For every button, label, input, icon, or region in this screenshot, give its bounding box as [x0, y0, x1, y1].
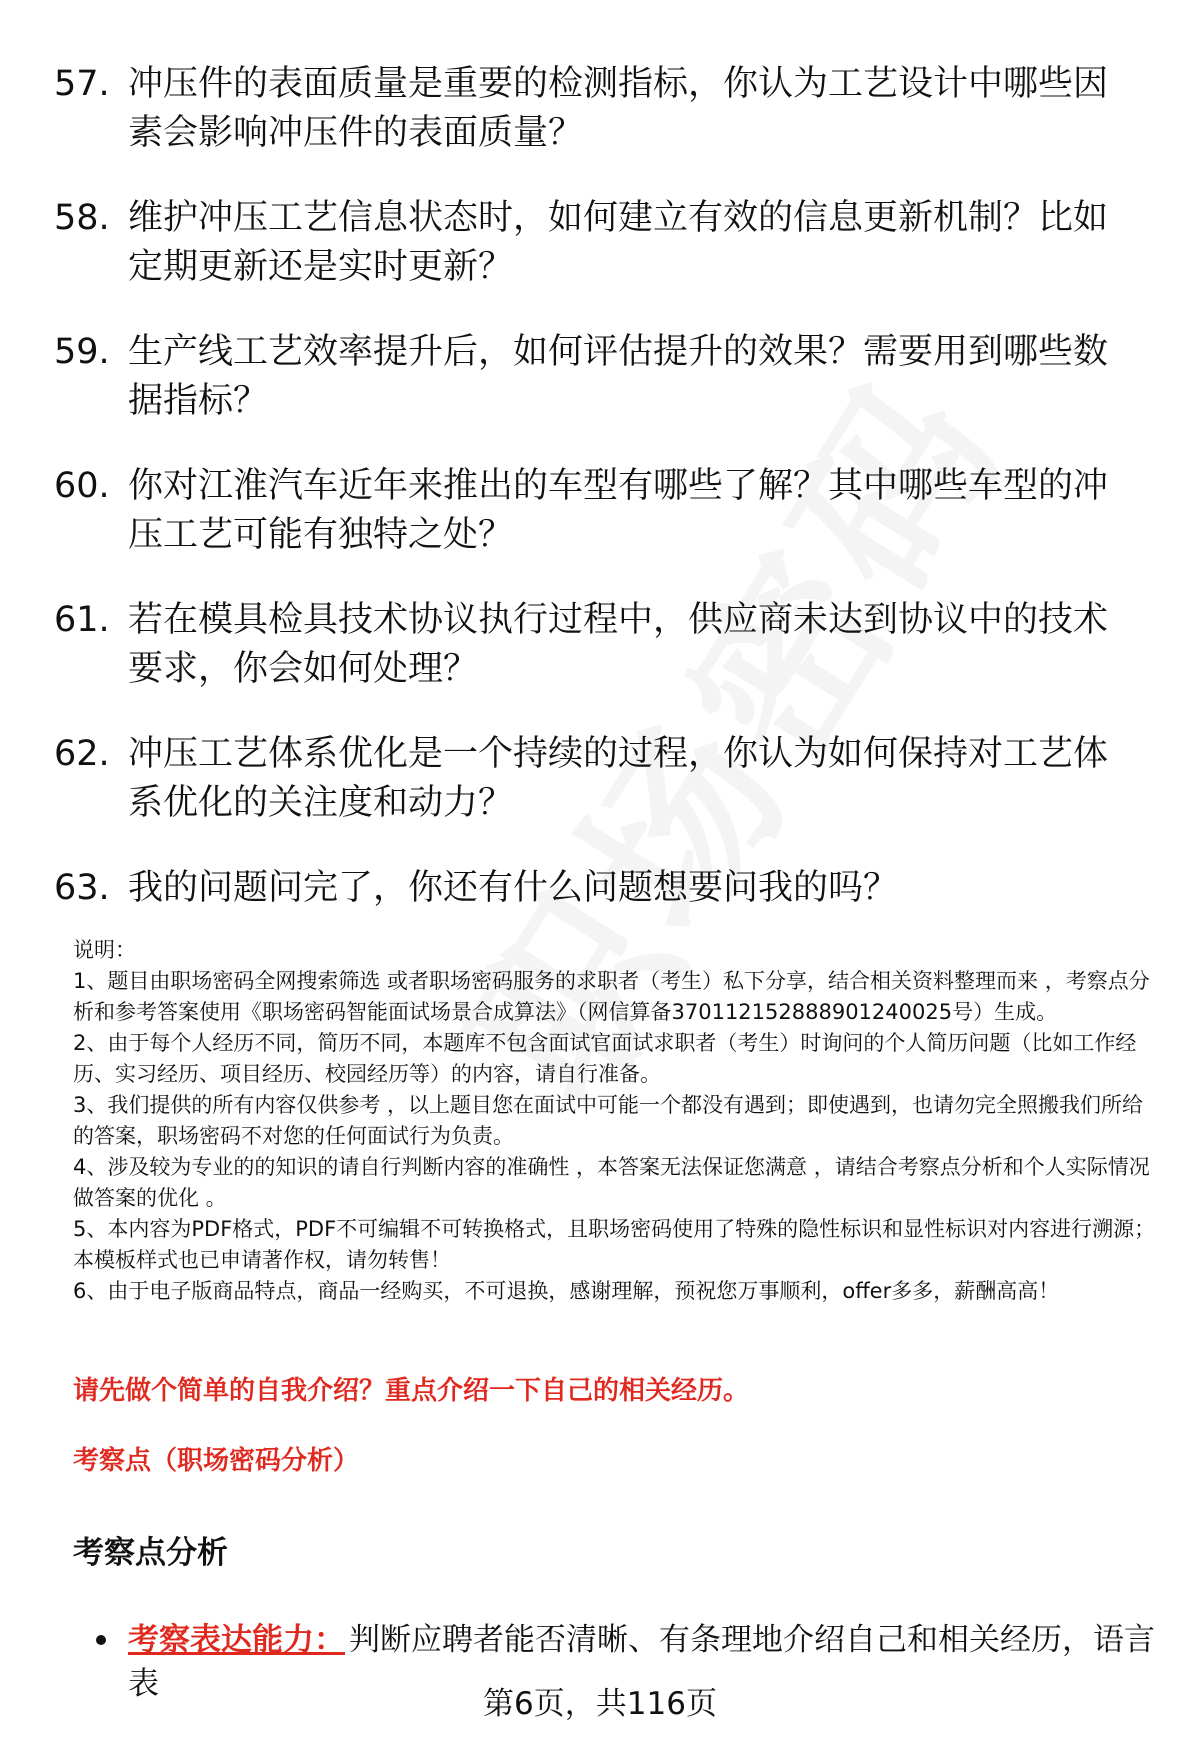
note-item: 3、我们提供的所有内容仅供参考 ，以上题目您在面试中可能一个都没有遇到；即使遇到，也请勿完全照搬我们所给的答案，职场密码不对您的任何面试行为负责。: [73, 1093, 1144, 1148]
notes-title: 说明：: [73, 938, 136, 962]
note-item: 5、本内容为PDF格式，PDF不可编辑不可转换格式，且职场密码使用了特殊的隐性标识和显性标识对内容进行溯源；本模板样式也已申请著作权，请勿转售！: [73, 1217, 1156, 1272]
question-text: 维护冲压工艺信息状态时，如何建立有效的信息更新机制？比如定期更新还是实时更新？: [128, 198, 1109, 287]
exam-point-title: 考察点（职场密码分析）: [73, 1446, 360, 1476]
question-item: [54, 60, 1154, 158]
question-item: [54, 462, 1154, 560]
question-item: [54, 730, 1154, 828]
question-item: [54, 864, 1154, 913]
question-text: 若在模具检具技术协议执行过程中，供应商未达到协议中的技术要求，你会如何处理？: [128, 600, 1109, 689]
analysis-heading: 考察点分析: [73, 1535, 228, 1571]
question-number: 59.: [54, 332, 110, 372]
question-number: 62.: [54, 734, 110, 774]
notes-section: [73, 935, 1163, 1307]
note-item: 6、由于电子版商品特点，商品一经购买，不可退换，感谢理解，预祝您万事顺利，offer多多，薪酬高高！: [73, 1279, 1060, 1303]
question-number: 63.: [54, 868, 110, 908]
question-text: 我的问题问完了，你还有什么问题想要问我的吗？: [128, 868, 899, 908]
page-footer: 第6页，共116页: [483, 1686, 717, 1722]
bullet-text: 判断应聘者能否清晰、有条理地介绍自己和相关经历，语言表: [128, 1622, 1155, 1702]
note-item: 2、由于每个人经历不同，简历不同，本题库不包含面试官面试求职者（考生）时询问的个人简历问题（比如工作经历、实习经历、项目经历、校园经历等）的内容，请自行准备。: [73, 1031, 1137, 1086]
question-number: 57.: [54, 64, 110, 104]
question-number: 60.: [54, 466, 110, 506]
question-list: [54, 60, 1154, 949]
bullet-label: 考察表达能力：: [128, 1622, 345, 1658]
bullet-dot-icon: [96, 1635, 106, 1645]
question-number: 58.: [54, 198, 110, 238]
question-text: 冲压工艺体系优化是一个持续的过程，你认为如何保持对工艺体系优化的关注度和动力？: [128, 734, 1109, 823]
question-item: [54, 194, 1154, 292]
intro-question: 请先做个简单的自我介绍？重点介绍一下自己的相关经历。: [73, 1376, 750, 1406]
question-item: [54, 596, 1154, 694]
question-text: 生产线工艺效率提升后，如何评估提升的效果？需要用到哪些数据指标？: [128, 332, 1109, 421]
question-number: 61.: [54, 600, 110, 640]
question-text: 你对江淮汽车近年来推出的车型有哪些了解？其中哪些车型的冲压工艺可能有独特之处？: [128, 466, 1109, 555]
question-item: [54, 328, 1154, 426]
question-text: 冲压件的表面质量是重要的检测指标，你认为工艺设计中哪些因素会影响冲压件的表面质量？: [128, 64, 1109, 153]
note-item: 1、题目由职场密码全网搜索筛选 或者职场密码服务的求职者（考生）私下分享，结合相关资料整理而来 ，考察点分析和参考答案使用《职场密码智能面试场景合成算法》（网信算备370112152888901240025号）生成。: [73, 969, 1150, 1024]
note-item: 4、涉及较为专业的的知识的请自行判断内容的准确性 ，本答案无法保证您满意 ，请结合考察点分析和个人实际情况做答案的优化 。: [73, 1155, 1150, 1210]
